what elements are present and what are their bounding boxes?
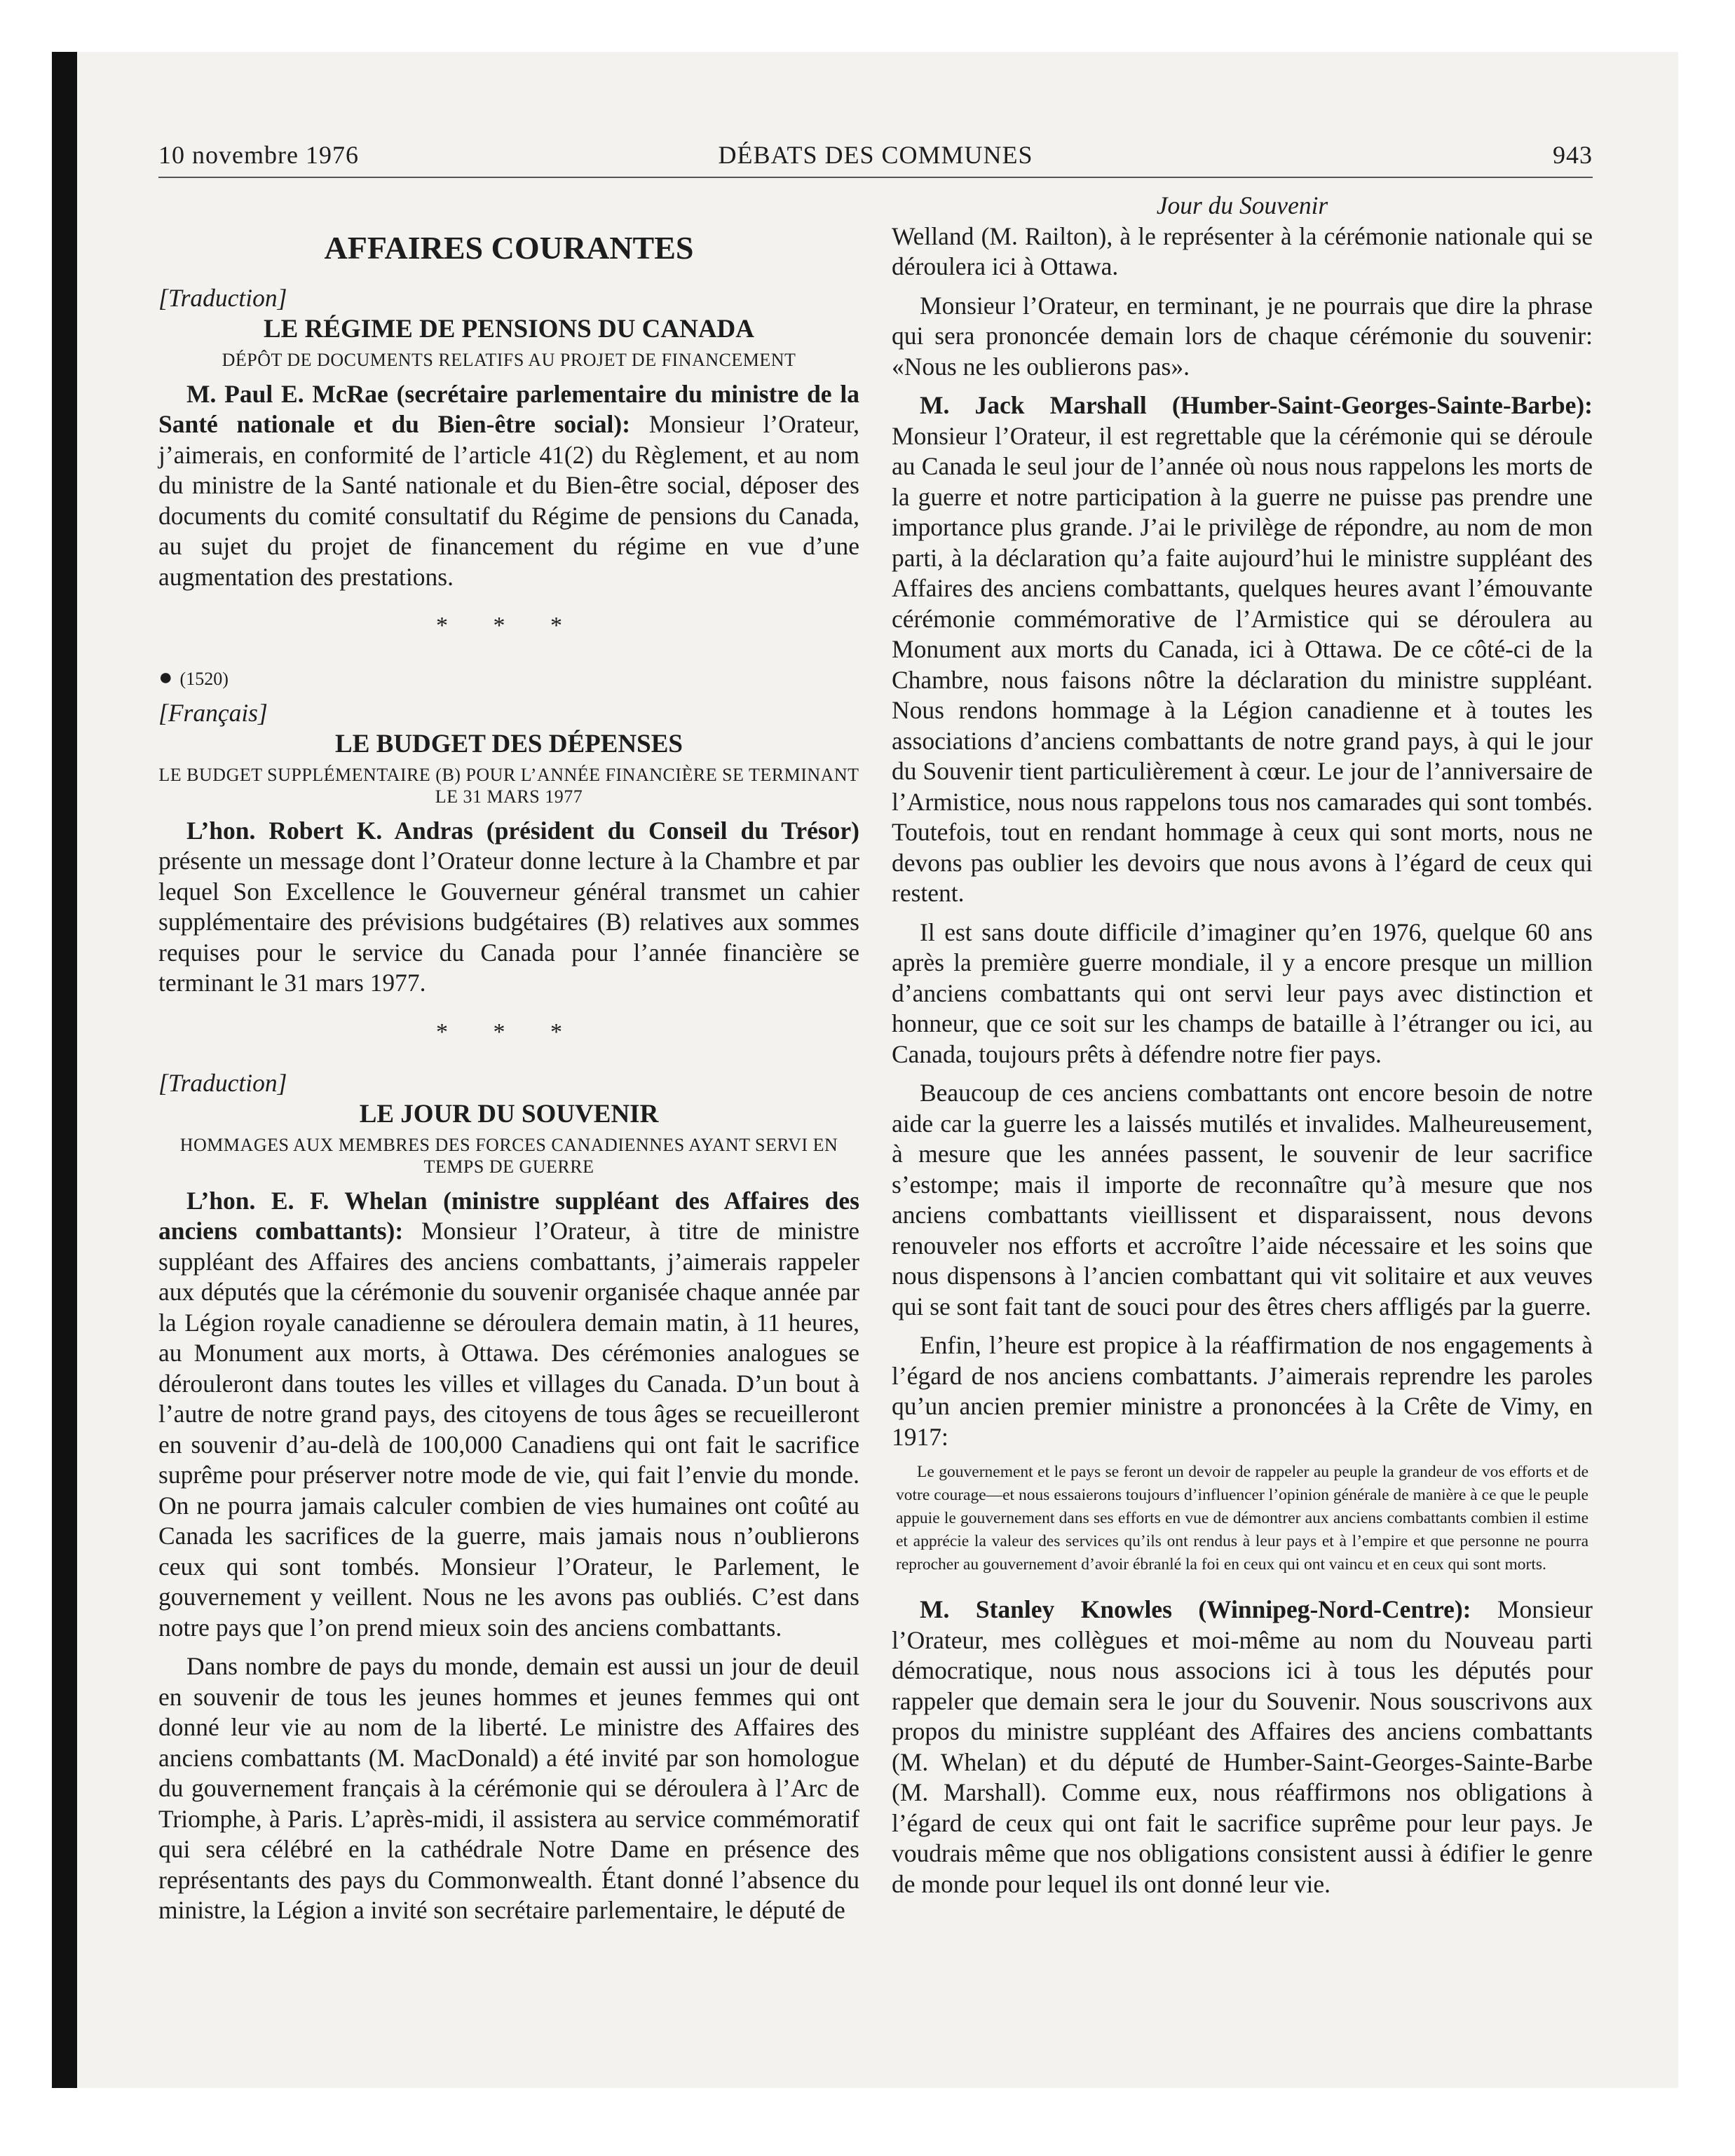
speech-paragraph <box>158 1186 859 1644</box>
topic-heading: LE JOUR DU SOUVENIR <box>359 1099 659 1128</box>
speaker-name: M. Paul E. McRae (secrétaire parlementaire du ministre de la Santé nationale et du Bien-être social): <box>158 379 859 438</box>
topic-subheading: DÉPÔT DE DOCUMENTS RELATIFS AU PROJET DE FINANCEMENT <box>222 349 796 370</box>
body-paragraph: Enfin, l’heure est propice à la réaffirmation de nos engagements à l’égard de nos anciens combattants. J’aimerais reprendre les paroles qu’un ancien premier ministre a prononcées à la Crête de Vimy, en 1917: <box>892 1331 1593 1451</box>
topic-heading: LE BUDGET DES DÉPENSES <box>335 729 683 758</box>
header-date: 10 novembre 1976 <box>158 141 359 169</box>
running-head: Jour du Souvenir <box>1156 191 1328 219</box>
language-marker: [Français] <box>158 699 268 727</box>
body-paragraph: Il est sans doute difficile d’imaginer qu’en 1976, quelque 60 ans après la première guerre mondiale, il y a encore presque un million d’anciens combattants qui ont servi leur pays avec distinction et honneur, que ce soit sur les champs de bataille à l’étranger ou ici, au Canada, toujours prêts à défendre notre fier pays. <box>892 917 1593 1068</box>
speaker-name: M. Jack Marshall (Humber-Saint-Georges-Sainte-Barbe): <box>920 391 1593 419</box>
topic-heading: LE RÉGIME DE PENSIONS DU CANADA <box>263 314 754 343</box>
speech-paragraph <box>158 816 859 999</box>
page-number: 943 <box>1553 141 1593 169</box>
speech-text: Monsieur l’Orateur, à titre de ministre suppléant des Affaires des anciens combattants, j’aimerais rappeler aux députés que la cérémonie du souvenir organisée chaque année par la Légion royale canadienne se déroulera demain matin, à 11 heures, au Monument aux morts, à Ottawa. Des cérémonies analogues se dérouleront dans toutes les villes et villages du Canada. D’un bout à l’autre de notre grand pays, des citoyens de tous âges se recueilleront en souvenir d’au-delà de 100,000 Canadiens qui ont fait le sacrifice suprême pour préserver notre mode de vie, qui fait l’envie du monde. On ne pourra jamais calculer combien de vies humaines ont coûté au Canada les sacrifices de la guerre, mais jamais nous n’oublierons ceux qui sont tombés. Monsieur l’Orateur, le Parlement, le gouvernement y veillent. Nous ne les avons pas oubliés. C’est dans notre pays que l’on prend mieux soin des anciens combattants. <box>158 1217 859 1642</box>
speech-paragraph <box>892 1595 1593 1899</box>
body-paragraph: Welland (M. Railton), à le représenter à la cérémonie nationale qui se déroulera ici à Ottawa. <box>892 221 1593 280</box>
section-separator: * * * <box>436 613 582 639</box>
body-paragraph: Beaucoup de ces anciens combattants ont encore besoin de notre aide car la guerre les a laissés mutilés et invalides. Malheureusement, à mesure que les années passent, le souvenir de leur sacrifice s’estompe; mais il importe de reconnaître qu’à mesure que nos anciens combattants vieillissent et disparaissent, nous devons renouveler nos efforts et accroître l’aide nécessaire et les soins que nous dispensons à l’ancien combattant qui vit solitaire et aux veuves qui se sont fait tant de souci pour des êtres chers affligés par la guerre. <box>892 1079 1593 1321</box>
left-column <box>158 191 859 1935</box>
body-paragraph: Monsieur l’Orateur, en terminant, je ne pourrais que dire la phrase qui sera prononcée demain lors de chaque cérémonie du souvenir: «Nous ne les oublierons pas». <box>892 291 1593 381</box>
section-title: AFFAIRES COURANTES <box>324 230 694 266</box>
speech-paragraph <box>158 379 859 593</box>
language-marker: [Traduction] <box>158 1069 287 1097</box>
page-header <box>158 140 1593 178</box>
speaker-name: L’hon. Robert K. Andras (président du Conseil du Trésor) <box>186 816 859 845</box>
language-marker: [Traduction] <box>158 284 287 312</box>
block-quote: Le gouvernement et le pays se feront un devoir de rappeler au peuple la grandeur de vos efforts et de votre courage—et nous essaierons toujours d’influencer l’opinion générale de manière à ce que le peuple appuie le gouvernement dans ses efforts en vue de démontrer aux anciens combattants combien il estime et apprécie la valeur des services qu’ils ont rendus à leur pays et à l’empire et que personne ne pourra reprocher au gouvernement d’avoir ébranlé la foi en ceux qui ont vaincu et en ceux qui sont morts. <box>896 1463 1588 1574</box>
speaker-name: M. Stanley Knowles (Winnipeg-Nord-Centre): <box>920 1595 1471 1623</box>
topic-subheading: HOMMAGES AUX MEMBRES DES FORCES CANADIENNES AYANT SERVI EN TEMPS DE GUERRE <box>179 1134 838 1177</box>
right-column <box>892 191 1593 1908</box>
body-paragraph: Dans nombre de pays du monde, demain est aussi un jour de deuil en souvenir de tous les jeunes hommes et jeunes femmes qui ont donné leur vie au nom de la liberté. Le ministre des Affaires des anciens combattants (M. MacDonald) a été invité par son homologue du gouvernement français à la cérémonie qui se déroulera à l’Arc de Triomphe, à Paris. L’après-midi, il assistera au service commémoratif qui sera célébré en la cathédrale Notre Dame en présence des représentants des pays du Commonwealth. Étant donné l’absence du ministre, la Légion a invité son secrétaire parlementaire, le député de <box>158 1652 859 1924</box>
speech-text: Monsieur l’Orateur, il est regrettable que la cérémonie qui se déroule au Canada le seul jour de l’année où nous nous rappelons les morts de la guerre et notre participation à la guerre ne puisse pas prendre une importance plus grande. J’ai le privilège de répondre, au nom de mon parti, à la déclaration qu’a faite aujourd’hui le ministre suppléant des Affaires des anciens combattants, quelques heures avant l’émouvante cérémonie commémorative de l’Armistice qui se déroulera au Monument aux morts du Canada, ici à Ottawa. De ce côté-ci de la Chambre, nous faisons nôtre la déclaration du ministre suppléant. Nous rendons hommage à la Légion canadienne et à toutes les associations d’anciens combattants de notre grand pays, à qui le jour du Souvenir tient particulièrement à cœur. Le jour de l’anniversaire de l’Armistice, nous nous rappelons tous nos camarades qui sont tombés. Toutefois, tout en rendant hommage à ceux qui sont morts, nous ne devons pas oublier les devoirs que nous avons à l’égard de ceux qui restent. <box>892 421 1593 907</box>
section-separator: * * * <box>436 1018 582 1045</box>
speech-paragraph <box>892 390 1593 909</box>
speech-text: Monsieur l’Orateur, mes collègues et moi-même au nom du Nouveau parti démocratique, nous nous associons ici à tous les députés pour rappeler que demain sera le jour du Souvenir. Nous souscrivons aux propos du ministre suppléant des Affaires des anciens combattants (M. Whelan) et du député de Humber-Saint-Georges-Sainte-Barbe (M. Marshall). Comme eux, nous réaffirmons nos obligations à l’égard de ceux qui ont fait le sacrifice suprême pour leur pays. Je voudrais même que nos obligations consistent aussi à édifier le genre de monde pour lequel ils ont donné leur vie. <box>892 1595 1593 1898</box>
header-title: DÉBATS DES COMMUNES <box>718 141 1033 169</box>
topic-subheading: LE BUDGET SUPPLÉMENTAIRE (B) POUR L’ANNÉE FINANCIÈRE SE TERMINANT LE 31 MARS 1977 <box>158 764 859 807</box>
speech-text: Monsieur l’Orateur, j’aimerais, en conformité de l’article 41(2) du Règlement, et au nom du ministre de la Santé nationale et du Bien-être social, déposer des documents du comité consultatif du Régime de pensions du Canada, au sujet du projet de financement du régime en vue d’une augmentation des prestations. <box>158 410 859 591</box>
bullet-icon: ● <box>158 664 173 690</box>
speech-text: présente un message dont l’Orateur donne lecture à la Chambre et par lequel Son Excellence le Gouverneur général transmet un cahier supplémentaire des prévisions budgétaires (B) relatives aux sommes requises pour le service du Canada pour l’année financière se terminant le 31 mars 1977. <box>158 847 859 997</box>
scan-edge-shadow <box>52 52 77 2088</box>
time-stamp: ● (1520) <box>158 664 229 690</box>
speaker-name: L’hon. E. F. Whelan (ministre suppléant des Affaires des anciens combattants): <box>158 1186 859 1245</box>
